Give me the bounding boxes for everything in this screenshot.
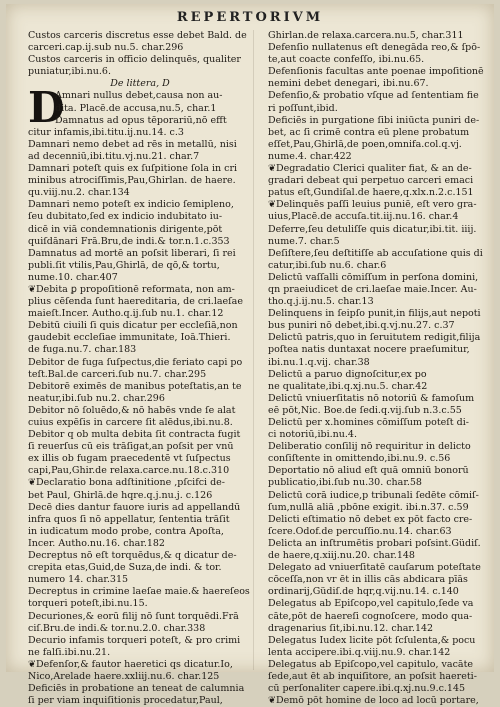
- index-entry-line: numero 14. char.315: [28, 574, 129, 586]
- index-entry-line: Debitorē eximēs de manibus poteſtatis,an te: [28, 380, 242, 392]
- index-entry-line: Damnari nemo debet ad rēs in metallū, nisi: [28, 138, 237, 150]
- index-entry-line: Debitor de fuga ſuſpectus,die feriato capi po: [28, 356, 243, 368]
- index-entry-line: Defenſio nullatenus eſt denegāda reo,& ſpō-: [268, 42, 481, 54]
- index-entry-line: Custos carceris discretus esse debet Bald. de: [28, 30, 247, 41]
- index-entry-line: Delictū corā iudice,p tribunali ſedēte cōmiſ-: [268, 489, 479, 501]
- index-entry-line: maieſt.Incer. Autho.q.ij.ſub nu.1. char.12: [28, 308, 224, 320]
- index-entry-line: nemini debet denegari, ibi.nu.67.: [268, 78, 429, 90]
- index-entry-line: Deſiſtere,ſeu deſtitiſſe ab accuſatione quis di: [268, 247, 483, 259]
- index-entry-line: nume.10. char.407: [28, 271, 118, 283]
- index-entry-line: publi.ſit vtilis,Pau,Ghirlā, de qō,& tortu,: [28, 259, 220, 271]
- index-entry-line: Decē dies dantur fauore iuris ad appellandū: [28, 501, 241, 513]
- index-entry-line: bus puniri nō debet,ibi.q.vj.nu.27. c.37: [268, 320, 455, 332]
- index-entry-line: de haere,q.xiij.nu.20. char.148: [268, 550, 415, 562]
- index-entry-line: dicē in viā condemnationis dirigente,pōt: [28, 223, 223, 235]
- index-entry-line: conſiſtente in omittendo,ibi.nu.9. c.56: [268, 453, 451, 465]
- index-entry-line: qu.viij.nu.2. char.134: [28, 187, 130, 199]
- index-entry-line: Damnatus ad mortē an poſsit liberari, ſi rei: [28, 247, 236, 259]
- index-entry-line: Decreptus nō eſt torquēdus,& q dicatur de-: [28, 550, 237, 562]
- index-entry-line: ſi per viam inquiſitionis procedatur,Paul,: [28, 695, 223, 707]
- index-entry-line: ad decenniū,ibi.titu.vj.nu.21. char.7: [28, 150, 200, 162]
- index-entry-line: Delictū a paruo dignoſcitur,ex po: [268, 368, 427, 380]
- index-entry-line: quiſdānari Frā.Bru,de indi.& tor.n.1.c.353: [28, 235, 230, 247]
- index-entry-line: Delegatus ab Epiſcopo,vel capitulo, vacāte: [268, 658, 474, 670]
- index-entry-line: ſi reuerſus cū eis trāſigat,an poſsit per vnū: [28, 441, 234, 453]
- index-entry-line: Damnari poteſt quis ex ſuſpitione ſola in cri: [28, 163, 238, 175]
- book-page: [6, 4, 494, 707]
- right-column: [268, 30, 484, 707]
- index-entry-line: cōceſſa,non vr ēt in illis cās abdicara pīās: [268, 574, 468, 586]
- index-entry-line: neatur,ibi.ſub nu.2. char.296: [28, 392, 165, 404]
- index-entry-line: Debitor nō ſoluēdo,& nō habēs vnde ſe alat: [28, 404, 236, 416]
- index-entry-line: cāte,pōt de haereſi cognoſcere, modo qua-: [268, 610, 473, 622]
- index-entry-line: teſt.Bal.de carceri.ſub nu.7. char.295: [28, 368, 207, 380]
- index-entry-line: Damnatus ad opus tēporariū,nō efft: [55, 114, 227, 126]
- index-entry-line: ci notoriū,ibi.nu.4.: [268, 429, 357, 441]
- index-entry-line: Delicta an inſtrumētis probari poſsint.Güdiſ.: [268, 537, 481, 549]
- index-entry-line: ❦Declaratio bona adſtinitione ,pſcifci de-: [28, 477, 226, 489]
- index-entry-line: gradari debeat qui perpetuo carceri emaci: [268, 175, 474, 187]
- index-entry-line: Debitū ciuili ſi quis dicatur per eccleſiā,non: [28, 320, 238, 332]
- index-entry-line: ſcere.Odof.de percuſſio.nu.14. char.63: [268, 525, 452, 537]
- index-entry-line: nume.4. char.422: [268, 150, 352, 162]
- index-entry-line: infra quos ſi nō appellatur, ſententia trāſit: [28, 513, 230, 525]
- index-entry-line: Defenſionis facultas ante poenae impoſitionē: [268, 66, 484, 78]
- index-entry-line: dragenarius ſit,ibi.nu.12. char.142: [268, 622, 434, 634]
- index-entry-line: bet, ac ſi crimē contra eū plene probatum: [268, 126, 470, 138]
- index-entry-line: ſede,aut ēt ab inquiſitore, an poſsit haereti-: [268, 670, 477, 682]
- index-entry-line: carceri.cap.ij.sub nu.5. char.296: [28, 42, 184, 54]
- index-entry-line: ❦Defenſor,& fautor haeretici qs dicatur.Io,: [28, 658, 233, 670]
- index-entry-line: ne qualitate,ibi.q.xj.nu.5. char.42: [268, 380, 428, 392]
- index-entry-line: capi,Pau,Ghir.de relaxa.carce.nu.18.c.310: [28, 465, 230, 477]
- index-entry-line: catur,ibi.ſub nu.6. char.6: [268, 259, 387, 271]
- index-entry-line: Custos carceris in officio delinquēs, qualiter: [28, 54, 241, 66]
- index-entry-line: ❦Demō pōt homine de loco ad locū portare,: [268, 695, 479, 707]
- index-entry-line: ciſ.Bru.de indi.& tor.nu.2.0. char.338: [28, 622, 206, 634]
- index-entry-line: qn praeiudicet de cri.laeſae maie.Incer. Au-: [268, 283, 477, 295]
- index-entry-line: ordinarij,Güdiſ.de hqr,q.vij.nu.14. c.140: [268, 586, 459, 598]
- index-entry-line: ❦Delinquēs paſſi leuius puniē, eſt vero gra-: [268, 199, 477, 211]
- index-entry-line: ſum,nullā aliā ,pbōne exigit. ibi.n.37. c.59: [268, 501, 469, 513]
- index-entry-line: nume.7. char.5: [268, 235, 340, 247]
- index-entry-line: Nico,Arelade haere.xxliij.nu.6. char.125: [28, 670, 220, 682]
- index-entry-line: Damnari nemo poteſt ex indicio ſemipleno,: [28, 199, 234, 211]
- index-entry-line: tho.q.j.ij.nu.5. char.13: [268, 296, 374, 308]
- index-entry-line: Deficiēs in probatione an teneat de calumnia: [28, 683, 245, 695]
- index-entry-line: ❦Debita ꝑ propoſitionē reformata, non am-: [28, 283, 235, 295]
- index-entry-line: torqueri poteſt,ibi.nu.15.: [28, 598, 148, 610]
- index-entry-line: Defenſio,& probatio vſque ad ſententiam fie: [268, 90, 479, 102]
- index-entry-line: crepita etas,Guid,de Suza,de indi. & tor.: [28, 562, 222, 574]
- index-entry-line: eſſet,Pau,Ghirlā,de poen,omnifa.col.q.vj.: [268, 138, 462, 150]
- index-entry-line: publicatio,ibi.ſub nu.30. char.58: [268, 477, 422, 489]
- index-entry-line: Delictū vniuerſitatis nō notoriū & famoſum: [268, 392, 475, 404]
- index-entry-line: ne falſi.ibi.nu.21.: [28, 646, 111, 658]
- index-entry-line: patus eſt,Gundiſal.de haere,q.xlx.n.2.c.151: [268, 187, 474, 199]
- index-entry-line: Deliberatio conſilij nō requiritur in delicto: [268, 441, 471, 453]
- index-entry-line: puniatur,ibi.nu.6.: [28, 66, 111, 78]
- index-entry-line: in iudicatum modo probe, contra Apoſta,: [28, 525, 224, 537]
- section-heading: De littera, D: [110, 78, 170, 90]
- index-entry-line: Delictū per x.homines cōmiſſum poteſt di-: [268, 417, 469, 428]
- index-entry-line: Delictū vaſſalli cōmiſſum in perſona domini,: [268, 271, 479, 283]
- index-entry-line: ex illis ob fugam praecedentē vt ſuſpectus: [28, 453, 231, 465]
- index-entry-line: Decreptus in crimine laeſae maie.& haereſeos: [28, 586, 250, 598]
- index-entry-line: Incer. Autho.nu.16. char.182: [28, 537, 165, 549]
- index-entry-line: Delegatus Iudex licite pōt ſcſulenta,& pocu: [268, 634, 476, 646]
- index-entry-line: uius,Placē.de accuſa.tit.iij.nu.16. char.4: [268, 211, 459, 223]
- running-head: REPERTORIVM: [176, 10, 324, 25]
- index-entry-line: lenta accipere.ibi.q.viij.nu.9. char.142: [268, 646, 451, 658]
- index-entry-line: ibi.nu.1.q.vij. char.38: [268, 356, 370, 368]
- index-entry-line: ❦Degradatio Clerici qualiter fiat, & an de-: [268, 163, 472, 175]
- index-entry-line: ri poſſunt,ibid.: [268, 102, 338, 114]
- index-entry-line: Debitor q ob multa debita ſit contracta fugit: [28, 429, 241, 441]
- index-entry-line: de fuga.nu.7. char.183: [28, 344, 137, 356]
- index-entry-line: Delictū patris,quo in ſeruitutem redigit,filija: [268, 332, 481, 344]
- index-entry-line: ſeu dubitato,ſed ex indicio indubitato iu-: [28, 211, 223, 223]
- index-entry-line: te,aut coacte confeſſo, ibi.nu.65.: [268, 54, 425, 66]
- index-entry-line: Deficiēs in purgatione ſibi iniūcta puniri de-: [268, 114, 480, 126]
- left-column: [28, 30, 252, 707]
- index-entry-line: Amnari nullus debet,causa non au-: [55, 90, 223, 102]
- index-entry-line: Decurio infamis torqueri poteſt, & pro crimi: [28, 634, 241, 646]
- index-entry-line: Delinquens in ſeipſo punit,in filijs,aut nepoti: [268, 308, 481, 320]
- index-entry-line: cū perſonaliter capere.ibi.q.xj.nu.9.c.145: [268, 683, 466, 695]
- dropcap-letter: D: [28, 83, 65, 133]
- index-entry-line: bet Paul, Ghirlā.de hqre.q.j.nu.j. c.126: [28, 489, 213, 501]
- index-entry-line: Ghirlan.de relaxa.carcera.nu.5, char.311: [268, 30, 464, 41]
- index-entry-line: Decuriones,& eorū filij nō ſunt torquēdi.Frā: [28, 610, 239, 622]
- index-entry-line: Delegatus ab Epiſcopo,vel capitulo,ſede va: [268, 598, 474, 610]
- index-entry-line: Deportatio nō aliud eſt quā omniū bonorū: [268, 465, 469, 477]
- index-entry-line: minibus atrociſſimis,Pau,Ghirlan. de haere.: [28, 175, 236, 187]
- index-entry-line: Delicti eſtimatio nō debet ex pōt facto cre-: [268, 513, 473, 525]
- index-entry-line: Deferre,ſeu detuliſſe quis dicatur,ibi.tit. iiij.: [268, 223, 477, 235]
- index-entry-line: poſtea natis duntaxat nocere praeſumitur,: [268, 344, 470, 356]
- index-entry-line: citur infamis,ibi.titu.ij.nu.14. c.3: [28, 126, 184, 138]
- column-divider: [253, 30, 254, 670]
- index-entry-line: gaudebit eccleſiae immunitate, Ioā.Thieri.: [28, 332, 231, 344]
- index-entry-line: dita. Placē.de accusa,nu.5, char.1: [55, 102, 217, 114]
- index-entry-line: plius cēſenda ſunt haereditaria, de cri.laeſae: [28, 296, 243, 308]
- index-entry-line: cuius expēſis in carcere ſit alēdus,ibi.nu.8.: [28, 417, 233, 428]
- index-entry-line: eē pōt,Nic. Boe.de ſedi.q.vij.ſub n.3.c.55: [268, 404, 462, 416]
- index-entry-line: Delegato ad vniuerſitatē cauſarum poteſtate: [268, 562, 481, 574]
